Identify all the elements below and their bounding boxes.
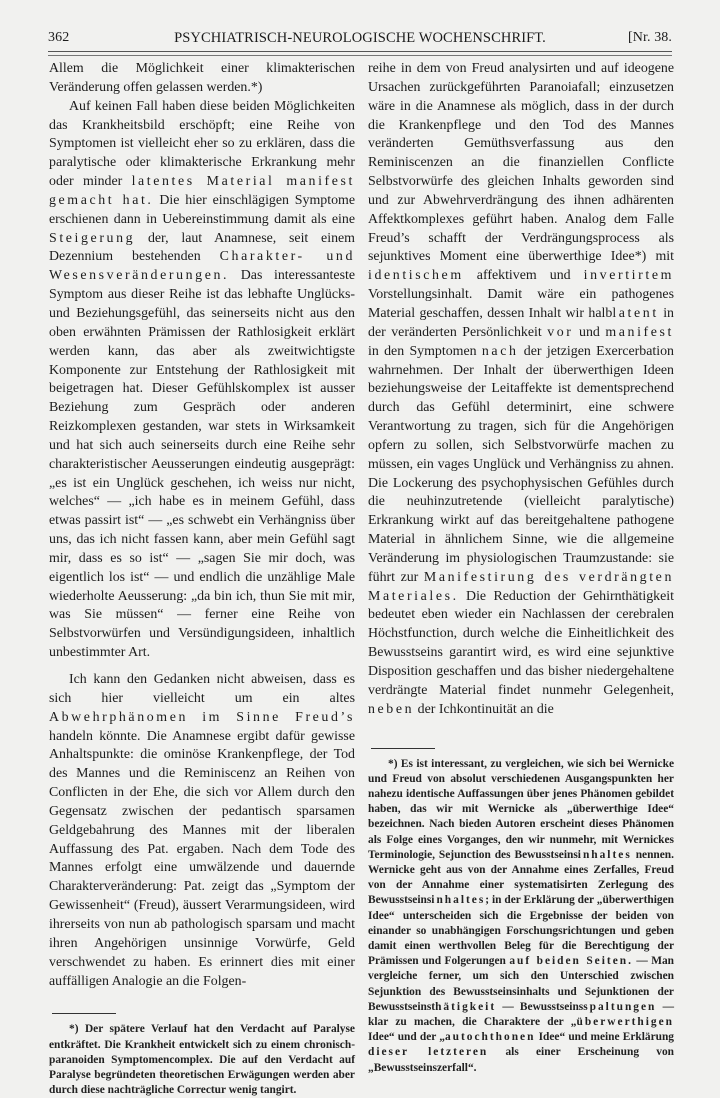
emphasis: inhaltes <box>577 848 632 861</box>
left-column <box>49 60 355 1098</box>
text-run: in der veränderten Persönlichkeit <box>368 305 675 340</box>
text-run: Die hier einschlägigen Symptome erschienen dann in Uebereinstimmung damit als eine <box>49 192 355 227</box>
text-run: Ich kann den Gedanken nicht abweisen, dass es sich hier vielleicht um ein altes <box>49 672 355 706</box>
text-run: Idee“ und meine Erklärung <box>535 1031 674 1044</box>
paragraph <box>49 671 355 991</box>
text-run: als einer Erscheinung von „Bewusstseinszerfall“. <box>368 1046 674 1074</box>
page-number: 362 <box>48 30 70 45</box>
text-run: Die Reduction der Gehirnthätigkeit bedeutet eben wieder ein Nachlassen der cerebralen Höchstfunction, durch welche die Einheitlichkeit des Bewusstseins garantirt wird, es wird eine sejunktive Disposition geschaffen und das bisher niedergehaltene verdrängte Material findet nunmehr Gelegenheit, <box>368 588 674 698</box>
emphasis: neben <box>368 701 415 717</box>
text-run: handeln könnte. Die Anamnese ergibt dafür gewisse Anhaltspunkte: die ominöse Krankenpflege, der Tod des Mannes und die Reminiscenz an Reihen von Conflicten in der Ehe, die sich vor Allem durch den Gegensatz zwischen der pedantisch sparsamen Geldgebahrung des Mannes mit der liberalen Auffassung des Pat. ergaben. Nach dem Tode des Mannes erfolgt eine umwälzende und dauernde Charakterveränderung: Pat. zeigt das „Symptom der Gewissenheit“ (Freud), äussert Verarmungsideen, wird ihrerseits von nun ab pathologisch sparsam und macht ihren Angehörigen unsinnige Vorwürfe, Geld verschwendet zu haben. Es erinnert dies mit einer auffälligen Analogie an die Folgen- <box>49 728 355 989</box>
paragraph: Allem die Möglichkeit einer klimakterischen Veränderung offen gelassen werden.*) <box>49 61 355 95</box>
emphasis: latentes Material manifest gemacht hat. <box>49 174 355 208</box>
emphasis: vor <box>547 324 574 340</box>
journal-title: PSYCHIATRISCH-NEUROLOGISCHE WOCHENSCHRIFT. <box>174 30 546 46</box>
emphasis: überwerthigen <box>576 1015 674 1028</box>
emphasis: inhaltes <box>431 894 486 907</box>
text-run: — Man vergleiche ferner, um sich den Unterschied zwischen Sejunktion des Bewusstseinsinhalts und Sejunktionen der Bewusstseinst <box>368 955 675 1013</box>
text-run: Vorstellungsinhalt. Damit wäre ein pathogenes Material geschaffen, dessen Inhalt wir halb <box>368 287 674 321</box>
text-run: reihe in dem von Freud analysirten und auf ideogene Ursachen zurückgeführten Paranoiafall; einzusetzen wäre in die Anamnese als möglich, dass in der durch die Krankenpflege und den Tod des Mannes veränderten Gemüthsverfassung aus den Reminiscenzen an die finanziellen Conflicte Selbstvorwürfe des gleichen Inhalts geworden sind und zur Abwehrverdrängung des ihnen adhärenten Affektkomplexes geführt haben. Analog dem Falle Freud’s schafft der Verdrängungsprocess als sejunktives Moment eine überwerthige Idee*) mit <box>368 61 674 265</box>
emphasis: autochthonen <box>444 1031 536 1044</box>
paragraph <box>49 98 355 663</box>
emphasis: Steigerung <box>49 230 136 246</box>
text-run: der Ichkontinuität an die <box>414 701 554 717</box>
emphasis: latent <box>612 305 659 321</box>
text-run: nennen. Wernicke geht aus von der Annahme eines Zerfalles, Freud von der Annahme einer systematisirten Zerlegung des Bewusstseins <box>368 848 674 907</box>
footnote-rule <box>52 1013 116 1014</box>
emphasis: Charakter- und Wesensveränderungen. <box>49 249 355 284</box>
footnote-text: *) Der spätere Verlauf hat den Verdacht auf Paralyse entkräftet. Die Krankheit entwickelt sich zu einem chronisch-paranoiden Symptomencomplex. Die auf den Verdacht auf Paralyse begründeten theoretischen Erwägungen werden aber durch diese nachträgliche Correctur wenig tangirt. <box>49 1023 355 1097</box>
emphasis: spaltungen <box>583 1000 657 1013</box>
footnote <box>368 757 674 1076</box>
emphasis: nach <box>481 343 519 359</box>
issue-number: [Nr. 38. <box>628 30 672 45</box>
footnote <box>49 1022 355 1098</box>
emphasis: invertirtem <box>583 268 674 284</box>
text-run: der jetzigen Exercerbation wahrnehmen. Der Inhalt der überwerthigen Ideen beziehungsweise der Leitaffekte ist dementsprechend durch das Gefühl determinirt, eine schwere Verantwortung zu tragen, sich für die Angehörigen opfern zu sollen, sich Selbstvorwürfe machen zu müssen, ein vages Unglück und Verhängniss zu ahnen. Die Lockerung des psychophysischen Gefühles durch die neuhinzutretende (vielleicht paralytische) Erkrankung wirkt auf das bereitgehaltene pathogene Material in ähnlichem Sinne, wie die allgemeine Veränderung im physiologischen Traumzustande: sie führt zur <box>368 343 674 585</box>
emphasis: Manifestirung des verdrängten Materiales. <box>368 569 674 604</box>
text-run: — klar zu machen, die Charaktere der „ <box>368 1000 674 1028</box>
text-run: affektivem und <box>463 268 584 284</box>
text-run: *) Es ist interessant, zu vergleichen, wie sich bei Wernicke und Freud von absolut verschiedenen Ausgangspunkten her nahezu identische Auffassungen über jenes Phänomen gebildet haben, das wir mit Wernicke als „überwerthige Idee“ bezeichnen. Nach bieden Autoren erscheint dieses Phänomen als Folge eines Vorganges, den wir nunmehr, mit Wernickes Terminologie, Sejunction des Bewusstseins <box>368 757 674 861</box>
emphasis: manifest <box>605 324 674 340</box>
header-rule <box>48 51 672 56</box>
text-run: in den Symptomen <box>368 343 482 359</box>
text-run: Auf keinen Fall haben diese beiden Möglichkeiten das Krankheitsbild erschöpft; eine Reihe von Symptomen ist vielleicht eher so zu erklären, dass die paralytische oder klimakterische Erkrankung mehr oder minder <box>49 98 355 190</box>
emphasis: identischem <box>368 268 464 284</box>
text-run: Idee“ und der „ <box>368 1031 445 1044</box>
emphasis: Abwehrphänomen im Sinne Freud’s <box>49 709 355 725</box>
emphasis: dieser letzteren <box>368 1046 489 1059</box>
text-run: ; in der Erklärung der „überwerthigen Idee“ unterscheiden sich die Ergebnisse der beiden von einander so unabhängigen Forschungsrichtungen und geben damit einen werthvollen Beleg für die Berechtigung der Prämissen und Folgerungen <box>368 894 674 968</box>
text-run: der, laut Anamnese, seit einem Dezennium bestehenden <box>49 230 355 265</box>
text-run: Das interessanteste Symptom aus dieser Reihe ist das lebhafte Unglücks- und Beziehungsgefühl, das seinerseits nicht aus den oben erwähnten Prämissen der Rathlosigkeit erklärt werden kann, das aber als zweitwichtigste Komponente zur Entstehung der Rathlosigkeit mit beigetragen hat. Dieser Gefühlskomplex ist ausser Beziehung zum Gespräch oder anderen Reizkomplexen gestanden, war stets in Wirksamkeit und hat sich auch seinerseits durch eine Reihe sehr charakteristischer Aeusserungen eindeutig ausgeprägt: „es ist ein Unglück geschehen, ich weiss nur nicht, welches“ — „ich habe es in meinem Gefühl, dass etwas passirt ist“ — „es schwebt ein Verhängniss über uns, das ich nicht fassen kann, aber mein Gefühl sagt mir, dass es so ist“ — „sagen Sie mir doch, was eigentlich los ist“ — und endlich die unzählige Male wiederholte Aeusserung: „da bin ich, thun Sie mit mir, was Sie müssen“ — ferner eine Reihe von Selbstvorwürfen und Versündigungsideen, inhaltlich unbestimmter Art. <box>49 268 355 661</box>
emphasis: hätigkeit <box>435 1000 497 1013</box>
text-run: — Bewusstseins <box>496 1000 584 1013</box>
running-header <box>48 28 672 50</box>
footnote-text <box>368 757 674 1076</box>
right-column <box>368 60 674 1076</box>
emphasis: auf beiden Seiten. <box>509 955 633 968</box>
footnote-rule <box>371 748 435 749</box>
text-run: und <box>573 324 606 340</box>
paragraph <box>368 60 674 720</box>
